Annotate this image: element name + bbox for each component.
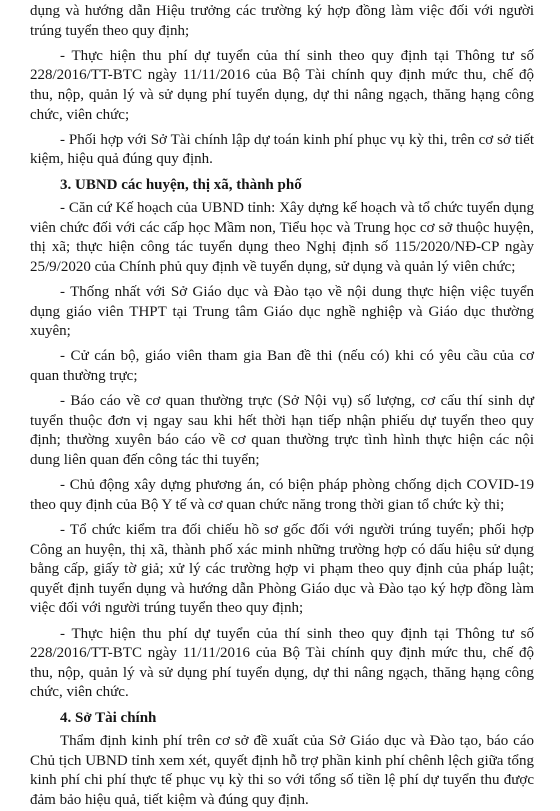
paragraph-exam-board: - Cử cán bộ, giáo viên tham gia Ban đề thi (nếu có) khi có yêu cầu của cơ quan thường trực; xyxy=(30,348,534,385)
paragraph-document-verification: - Tổ chức kiểm tra đối chiếu hồ sơ gốc đối với người trúng tuyển; phối hợp Công an huyện, thị xã, thành phố xác minh những trường hợp có dấu hiệu sử dụng bằng cấp, giấy tờ giả; xử lý các trường hợp vi phạm theo quy định của pháp luật; quyết định tuyển dụng và hướng dẫn Phòng Giáo dục và Đào tạo ký hợp đồng làm việc đối với người trúng tuyển theo quy định; xyxy=(30,522,534,617)
paragraph-report-candidates: - Báo cáo về cơ quan thường trực (Sở Nội vụ) số lượng, cơ cấu thí sinh dự tuyển thuộc đơn vị ngay sau khi hết thời hạn tiếp nhận phiếu dự tuyển theo quy định; thường xuyên báo cáo về cơ quan thường trực tình hình thực hiện các nội dung liên quan đến công tác thi tuyển; xyxy=(30,393,534,469)
paragraph-budget-appraisal: Thẩm định kinh phí trên cơ sở đề xuất của Sở Giáo dục và Đào tạo, báo cáo Chủ tịch UBND tỉnh xem xét, quyết định hỗ trợ phần kinh phí chênh lệch giữa tổng kinh phí chi phí thực tế phục vụ kỳ thi so với tổng số tiền lệ phí dự tuyển thu được đảm bảo hiệu quả, tiết kiệm và đúng quy định. xyxy=(30,733,534,808)
paragraph-fee-collection: - Thực hiện thu phí dự tuyển của thí sinh theo quy định tại Thông tư số 228/2016/TT-BTC ngày 11/11/2016 của Bộ Tài chính quy định mức thu, chế độ thu, nộp, quản lý và sử dụng phí tuyển dụng, dự thi nâng ngạch, thăng hạng công chức, viên chức; xyxy=(30,47,534,123)
paragraph-continuation: dụng và hướng dẫn Hiệu trưởng các trường ký hợp đồng làm việc đối với người trúng tuyển theo quy định; xyxy=(30,3,534,39)
paragraph-agreement-education-dept: - Thống nhất với Sở Giáo dục và Đào tạo về nội dung thực hiện việc tuyển dụng giáo viên THPT tại Trung tâm Giáo dục nghề nghiệp và Giáo dục thường xuyên; xyxy=(30,284,534,340)
paragraph-recruitment-plan: - Căn cứ Kế hoạch của UBND tỉnh: Xây dựng kế hoạch và tổ chức tuyển dụng viên chức đối với các cấp học Mầm non, Tiểu học và Trung học cơ sở thuộc huyện, thị xã; thực hiện công tác tuyển dụng theo Nghị định số 115/2020/NĐ-CP ngày 25/9/2020 của Chính phủ quy định về tuyển dụng, sử dụng và quản lý viên chức; xyxy=(30,200,534,275)
paragraph-district-fee-collection: - Thực hiện thu phí dự tuyển của thí sinh theo quy định tại Thông tư số 228/2016/TT-BTC ngày 11/11/2016 của Bộ Tài chính quy định mức thu, chế độ thu, nộp, quản lý và sử dụng phí tuyển dụng, dự thi nâng ngạch, thăng hạng công chức, viên chức. xyxy=(30,625,534,701)
section-heading-finance-department: 4. Sở Tài chính xyxy=(60,709,157,726)
paragraph-covid-prevention: - Chủ động xây dựng phương án, có biện pháp phòng chống dịch COVID-19 theo quy định của Bộ Y tế và cơ quan chức năng trong thời gian tổ chức kỳ thi; xyxy=(30,477,534,513)
paragraph-budget-coordination: - Phối hợp với Sở Tài chính lập dự toán kinh phí phục vụ kỳ thi, trên cơ sở tiết kiệm, hiệu quả đúng quy định. xyxy=(30,131,534,168)
section-heading-district-committees: 3. UBND các huyện, thị xã, thành phố xyxy=(60,176,302,193)
